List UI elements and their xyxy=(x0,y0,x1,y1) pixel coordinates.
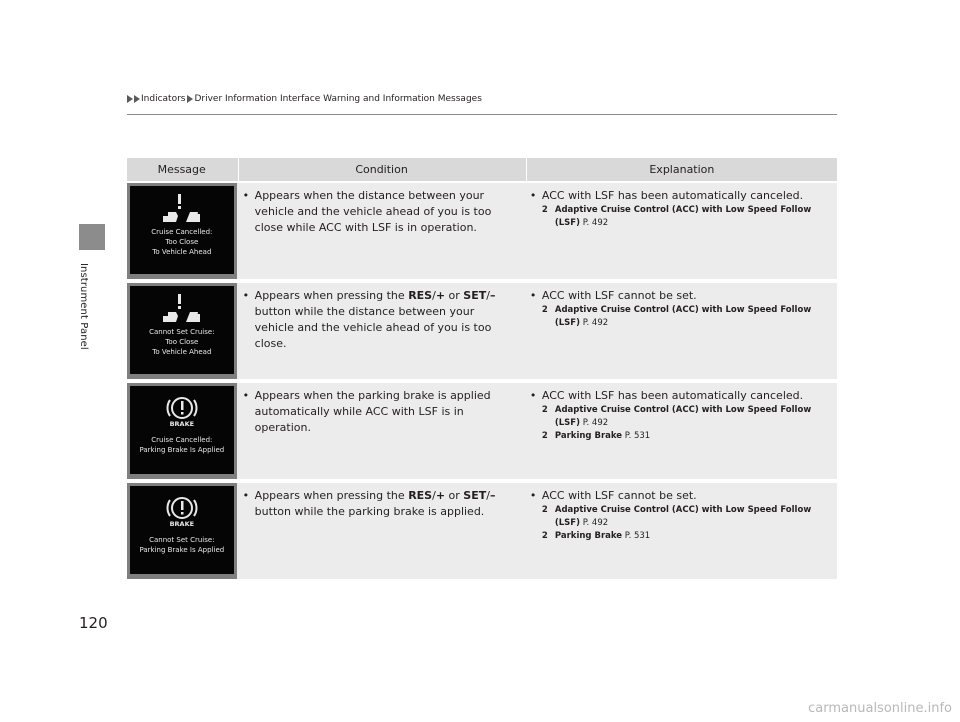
condition-text-part: + xyxy=(435,289,446,302)
cross-reference-link[interactable] xyxy=(542,430,829,443)
condition-text xyxy=(255,188,516,236)
explanation-bullet xyxy=(530,288,829,304)
condition-text-part: RES xyxy=(408,489,433,502)
bullet-icon: • xyxy=(529,489,537,502)
reference-title: Adaptive Cruise Control (ACC) with Low Speed Follow (LSF) xyxy=(554,405,812,428)
reference-arrow-icon: 2 xyxy=(541,205,548,215)
reference-title: Adaptive Cruise Control (ACC) with Low Speed Follow (LSF) xyxy=(554,305,812,328)
condition-text-part: Appears when pressing the xyxy=(254,289,409,302)
condition-cell xyxy=(239,383,524,479)
condition-text-part: / xyxy=(486,289,490,302)
bullet-icon: • xyxy=(529,389,537,402)
section-tab-marker xyxy=(79,224,105,250)
reference-page: P. 492 xyxy=(582,518,609,528)
condition-bullet xyxy=(243,288,516,352)
condition-bullet xyxy=(243,188,516,236)
condition-text-part: SET xyxy=(463,489,487,502)
screen-message-line: Cruise Cancelled: xyxy=(151,436,213,444)
condition-text-part: – xyxy=(489,489,496,502)
reference-page: P. 492 xyxy=(582,318,609,328)
table-row xyxy=(127,483,837,579)
condition-text-part: / xyxy=(432,489,436,502)
condition-text-part: or xyxy=(445,289,464,302)
column-header-message: Message xyxy=(157,163,206,176)
reference-arrow-icon: 2 xyxy=(541,531,548,541)
condition-cell xyxy=(239,483,524,579)
explanation-cell xyxy=(526,183,837,279)
display-screen xyxy=(130,486,234,574)
condition-text-part: Appears when the distance between your vehicle and the vehicle ahead of you is too close while ACC with LSF is in operation. xyxy=(254,189,492,234)
condition-text xyxy=(255,488,516,520)
display-screen xyxy=(130,386,234,474)
explanation-text: ACC with LSF has been automatically canceled. xyxy=(541,189,804,202)
reference-arrow-icon: 2 xyxy=(541,405,548,415)
explanation-cell xyxy=(526,383,837,479)
breadcrumb-item[interactable]: Indicators xyxy=(141,94,186,104)
screen-message-line: Too Close xyxy=(165,338,199,346)
cross-reference-link[interactable] xyxy=(542,304,829,330)
reference-arrow-icon: 2 xyxy=(541,305,548,315)
reference-title: Adaptive Cruise Control (ACC) with Low Speed Follow (LSF) xyxy=(554,505,812,528)
section-side-label: Instrument Panel xyxy=(78,263,89,350)
explanation-bullet xyxy=(530,388,829,404)
screen-message-line: Cannot Set Cruise: xyxy=(149,536,215,544)
table-row xyxy=(127,183,837,279)
condition-text-part: – xyxy=(489,289,496,302)
cross-reference-link[interactable] xyxy=(542,204,829,230)
watermark-text: carmanualsonline.info xyxy=(808,701,952,716)
reference-page: P. 531 xyxy=(624,431,651,441)
condition-bullet xyxy=(243,488,516,520)
reference-arrow-icon: 2 xyxy=(541,505,548,515)
explanation-cell xyxy=(526,483,837,579)
table-header xyxy=(127,158,837,181)
condition-text-part: button while the distance between your vehicle and the vehicle ahead of you is too close. xyxy=(254,305,492,350)
column-header-condition: Condition xyxy=(238,158,523,181)
condition-text-part: Appears when the parking brake is applied automatically while ACC with LSF is in operation. xyxy=(254,389,491,434)
explanation-text: ACC with LSF cannot be set. xyxy=(541,489,697,502)
bullet-icon: • xyxy=(529,289,537,302)
screen-icon-label: BRAKE xyxy=(169,520,195,528)
condition-text xyxy=(255,388,516,436)
explanation-text: ACC with LSF has been automatically canceled. xyxy=(541,389,804,402)
message-cell xyxy=(127,483,237,579)
cross-reference-link[interactable] xyxy=(542,530,829,543)
message-cell xyxy=(127,283,237,379)
condition-text-part: / xyxy=(432,289,436,302)
condition-text-part: RES xyxy=(408,289,433,302)
reference-page: P. 492 xyxy=(582,218,609,228)
condition-text-part: / xyxy=(486,489,490,502)
reference-title: Parking Brake xyxy=(554,431,623,441)
screen-message-line: Parking Brake Is Applied xyxy=(139,446,225,454)
condition-text-part: + xyxy=(435,489,446,502)
explanation-bullet xyxy=(530,188,829,204)
condition-cell xyxy=(239,283,524,379)
condition-text-part: Appears when pressing the xyxy=(254,489,409,502)
table-row xyxy=(127,383,837,479)
screen-icon-label: BRAKE xyxy=(169,420,195,428)
screen-message-line: Cannot Set Cruise: xyxy=(149,328,215,336)
breadcrumb-item[interactable]: Driver Information Interface Warning and Information Messages xyxy=(194,94,482,104)
breadcrumb-arrow-icon xyxy=(134,95,140,103)
screen-message-line: Cruise Cancelled: xyxy=(151,228,213,236)
bullet-icon: • xyxy=(242,189,250,202)
condition-text-part: SET xyxy=(463,289,487,302)
message-table xyxy=(127,158,837,583)
table-body xyxy=(127,183,837,579)
column-header-explanation: Explanation xyxy=(526,158,837,181)
condition-text-part: button while the parking brake is applied. xyxy=(254,505,485,518)
screen-message-line: Too Close xyxy=(165,238,199,246)
breadcrumb-arrow-icon xyxy=(187,95,193,103)
brake-warning-icon xyxy=(130,386,234,474)
page-number: 120 xyxy=(79,614,108,632)
reference-title: Adaptive Cruise Control (ACC) with Low Speed Follow (LSF) xyxy=(554,205,812,228)
breadcrumb xyxy=(127,94,484,104)
condition-bullet xyxy=(243,388,516,436)
brake-warning-icon xyxy=(130,486,234,574)
reference-title: Parking Brake xyxy=(554,531,623,541)
reference-page: P. 531 xyxy=(624,531,651,541)
screen-message-line: To Vehicle Ahead xyxy=(152,248,212,256)
explanation-text: ACC with LSF cannot be set. xyxy=(541,289,697,302)
cross-reference-link[interactable] xyxy=(542,404,829,430)
condition-text-part: or xyxy=(445,489,464,502)
bullet-icon: • xyxy=(242,389,250,402)
explanation-cell xyxy=(526,283,837,379)
reference-page: P. 492 xyxy=(582,418,609,428)
display-screen xyxy=(130,186,234,274)
message-cell xyxy=(127,183,237,279)
screen-message-line: To Vehicle Ahead xyxy=(152,348,212,356)
explanation-bullet xyxy=(530,488,829,504)
header-rule xyxy=(127,114,837,115)
bullet-icon: • xyxy=(242,489,250,502)
breadcrumb-arrow-icon xyxy=(127,95,133,103)
bullet-icon: • xyxy=(242,289,250,302)
bullet-icon: • xyxy=(529,189,537,202)
message-cell xyxy=(127,383,237,479)
condition-text xyxy=(255,288,516,352)
screen-message-line: Parking Brake Is Applied xyxy=(139,546,225,554)
condition-cell xyxy=(239,183,524,279)
cross-reference-link[interactable] xyxy=(542,504,829,530)
display-screen xyxy=(130,286,234,374)
reference-arrow-icon: 2 xyxy=(541,431,548,441)
table-row xyxy=(127,283,837,379)
